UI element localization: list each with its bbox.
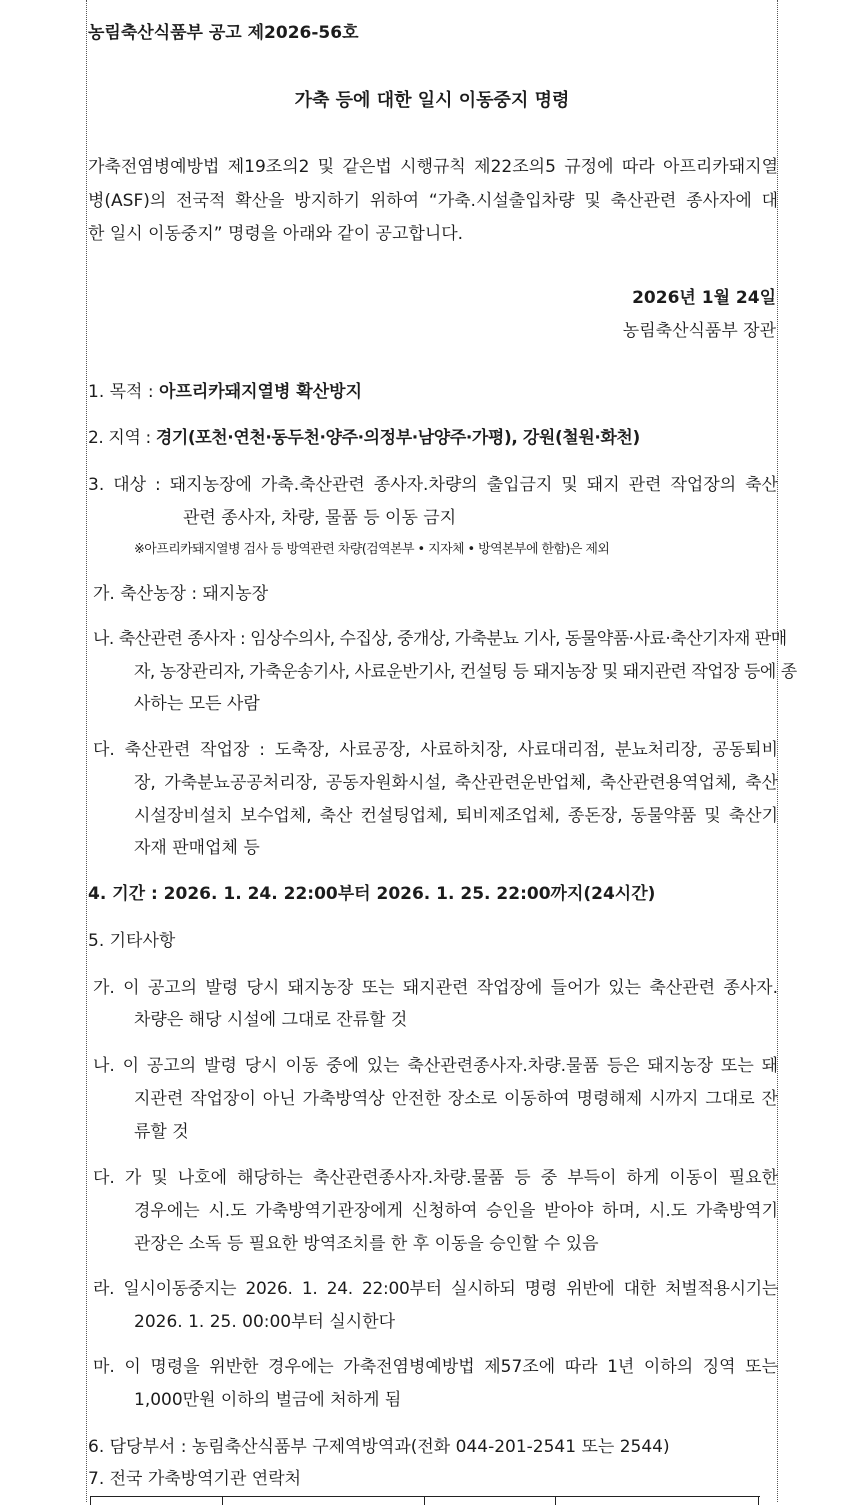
others-na-3: 류할 것 — [134, 1122, 189, 1142]
issuer: 농림축산식품부 장관 — [622, 321, 776, 341]
others-na-1: 나. 이 공고의 발령 당시 이동 중에 있는 축산관련종사자.차량.물품 등은 돼지농장 또는 돼 — [93, 1056, 778, 1076]
others-na-2: 지관련 작업장이 아닌 가축방역상 안전한 장소로 이동하여 명령해제 시까지 그대로 잔 — [134, 1089, 778, 1109]
intro-line-3: 한 일시 이동중지” 명령을 아래와 같이 공고합니다. — [88, 224, 464, 244]
sub-da-sites-4: 자재 판매업체 등 — [134, 838, 260, 858]
item-region-value: 경기(포천·연천·동두천·양주·의정부·남양주·가평), 강원(철원·화천) — [155, 428, 640, 448]
sub-na-workers-3: 사하는 모든 사람 — [134, 694, 260, 714]
item-purpose-label: 1. 목적 : — [88, 382, 160, 402]
others-da-3: 관장은 소독 등 필요한 방역조치를 한 후 이동을 승인할 수 있음 — [134, 1234, 599, 1254]
item-target-note: ※아프리카돼지열병 검사 등 방역관련 차량(검역본부 • 지자체 • 방역본부에 한함)은 제외 — [134, 542, 610, 557]
item-purpose — [88, 382, 362, 402]
sub-da-sites-1: 다. 축산관련 작업장 : 도축장, 사료공장, 사료하치장, 사료대리점, 분뇨처리장, 공동퇴비 — [93, 740, 778, 760]
notice-date: 2026년 1월 24일 — [632, 288, 776, 308]
table-col-line — [758, 1497, 759, 1505]
others-da-1: 다. 가 및 나호에 해당하는 축산관련종사자.차량.물품 등 중 부득이 하게 이동이 필요한 — [93, 1168, 778, 1188]
others-ra-2: 2026. 1. 25. 00:00부터 실시한다 — [134, 1312, 396, 1332]
item-purpose-value: 아프리카돼지열병 확산방지 — [159, 382, 362, 402]
item-target-line-1: 3. 대상 : 돼지농장에 가축.축산관련 종사자.차량의 출입금지 및 돼지 관련 작업장의 축산 — [88, 475, 778, 495]
sub-ga-farm: 가. 축산농장 : 돼지농장 — [93, 584, 269, 604]
others-ra-1: 라. 일시이동중지는 2026. 1. 24. 22:00부터 실시하되 명령 위반에 대한 처벌적용시기는 — [93, 1279, 778, 1299]
table-col-line — [424, 1497, 425, 1505]
others-ma-2: 1,000만원 이하의 벌금에 처하게 됨 — [134, 1390, 402, 1410]
intro-line-2: 병(ASF)의 전국적 확산을 방지하기 위하여 “가축.시설출입차량 및 축산관련 종사자에 대 — [88, 191, 778, 211]
item-department: 6. 담당부서 : 농림축산식품부 구제역방역과(전화 044-201-2541 또는 2544) — [88, 1437, 670, 1457]
others-ma-1: 마. 이 명령을 위반한 경우에는 가축전염병예방법 제57조에 따라 1년 이하의 징역 또는 — [93, 1357, 778, 1377]
sub-na-workers-1: 나. 축산관련 종사자 : 임상수의사, 수집상, 중개상, 가축분뇨 기사, 동물약품·사료·축산기자재 판매 — [93, 629, 787, 649]
sub-da-sites-3: 시설장비설치 보수업체, 축산 컨설팅업체, 퇴비제조업체, 종돈장, 동물약품 및 축산기 — [134, 806, 778, 826]
item-others-label: 5. 기타사항 — [88, 931, 176, 951]
item-region — [88, 428, 640, 448]
table-col-line — [555, 1497, 556, 1505]
others-da-2: 경우에는 시.도 가축방역기관장에게 신청하여 승인을 받아야 하며, 시.도 가축방역기 — [134, 1201, 778, 1221]
intro-line-1: 가축전염병예방법 제19조의2 및 같은법 시행규칙 제22조의5 규정에 따라 아프리카돼지열 — [88, 157, 778, 177]
sub-da-sites-2: 장, 가축분뇨공공처리장, 공동자원화시설, 축산관련운반업체, 축산관련용역업체, 축산 — [134, 773, 778, 793]
contacts-table-top — [90, 1496, 760, 1504]
item-period: 4. 기간 : 2026. 1. 24. 22:00부터 2026. 1. 25. 22:00까지(24시간) — [88, 884, 656, 904]
sub-na-workers-2: 자, 농장관리자, 가축운송기사, 사료운반기사, 컨설팅 등 돼지농장 및 돼지관련 작업장 등에 종 — [134, 662, 797, 682]
page-title: 가축 등에 대한 일시 이동중지 명령 — [294, 90, 570, 111]
table-col-line — [222, 1497, 223, 1505]
item-region-label: 2. 지역 : — [88, 428, 156, 448]
item-contacts: 7. 전국 가축방역기관 연락처 — [88, 1469, 302, 1489]
others-ga-1: 가. 이 공고의 발령 당시 돼지농장 또는 돼지관련 작업장에 들어가 있는 축산관련 종사자. — [93, 978, 778, 998]
item-target-line-2: 관련 종사자, 차량, 물품 등 이동 금지 — [183, 508, 457, 528]
others-ga-2: 차량은 해당 시설에 그대로 잔류할 것 — [134, 1010, 408, 1030]
notice-number: 농림축산식품부 공고 제2026-56호 — [88, 23, 359, 43]
table-col-line — [90, 1497, 91, 1505]
